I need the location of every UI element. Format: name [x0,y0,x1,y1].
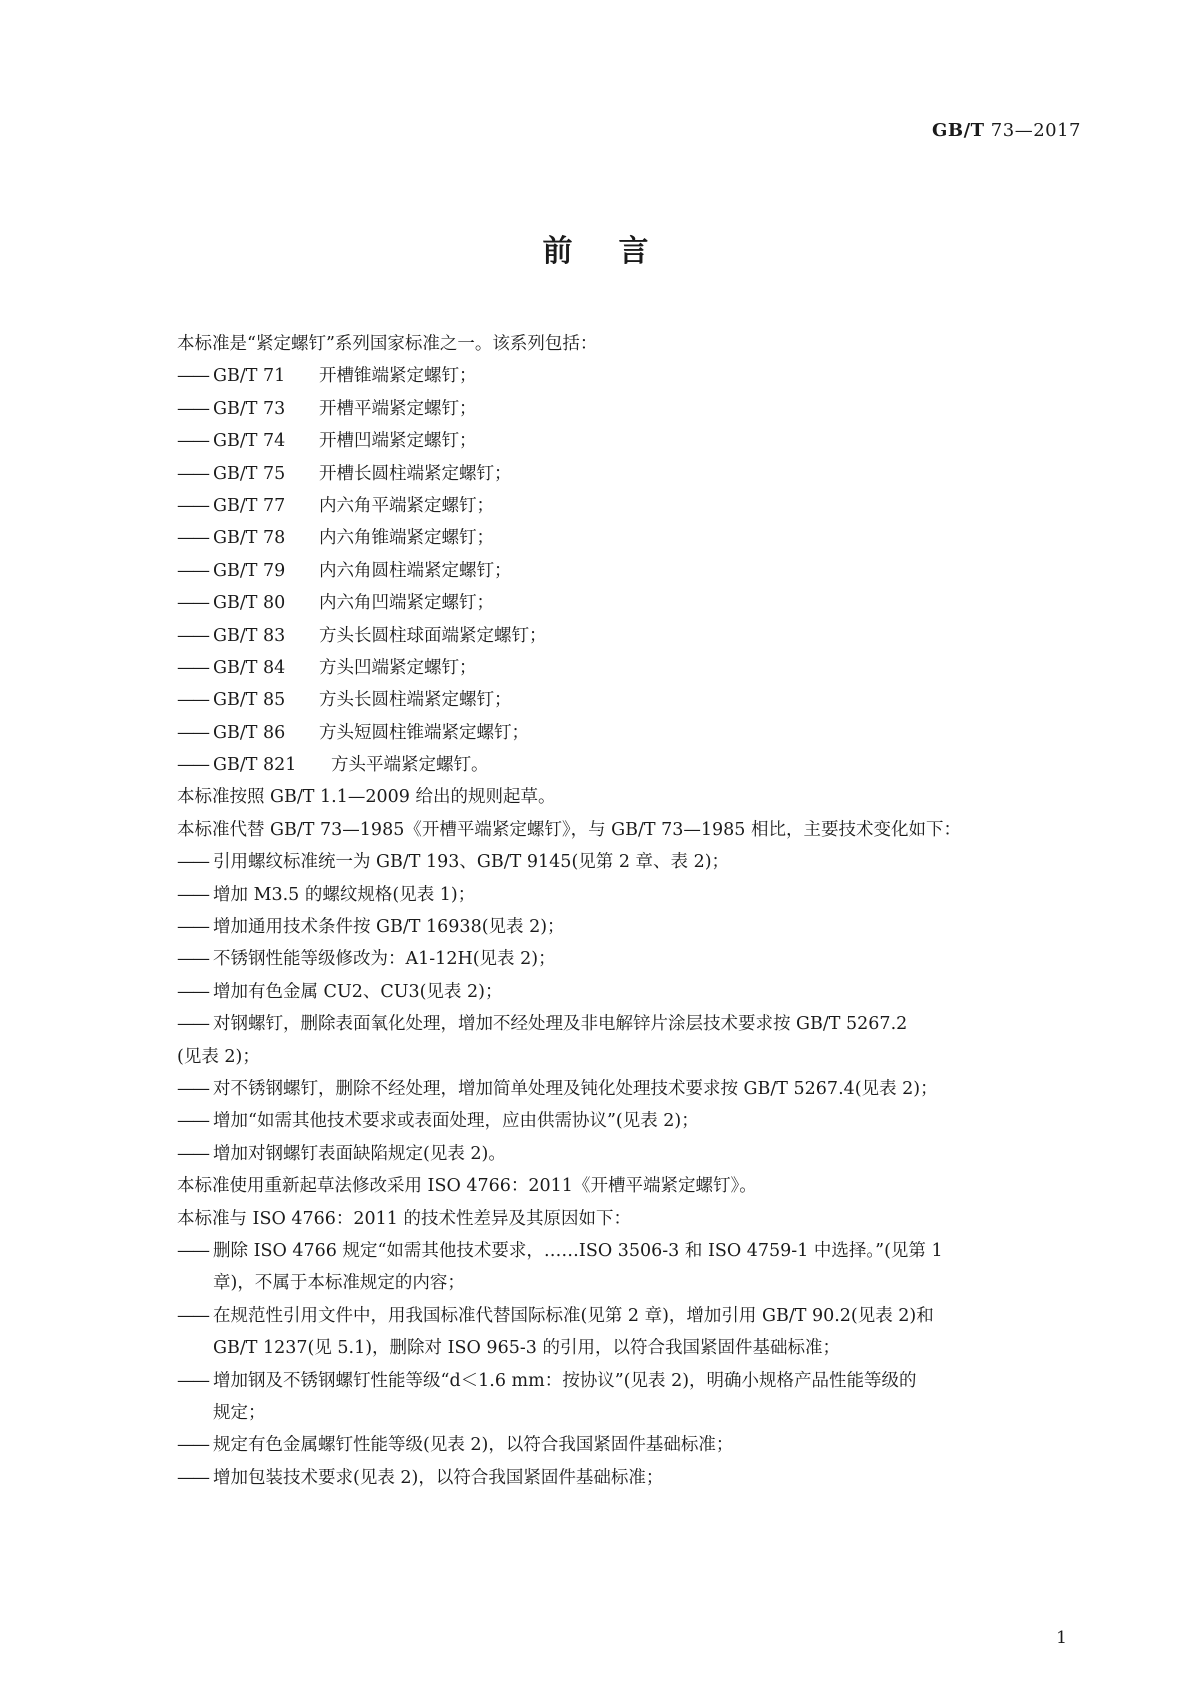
series-item [177,749,1077,781]
change-item [177,943,1077,975]
difference-item [177,1365,1077,1430]
change-text: 对钢螺钉，删除表面氧化处理，增加不经处理及非电解锌片涂层技术要求按 GB/T 5267.2 [213,1014,908,1035]
difference-text-continued: GB/T 1237(见 5.1)，删除对 ISO 965-3 的引用，以符合我国紧固件基础标准； [213,1338,840,1359]
change-item [177,1138,1077,1170]
dash-mark: —— [177,949,208,970]
dash-mark: —— [177,722,208,743]
change-text: 增加“如需其他技术要求或表面处理，应由供需协议”(见表 2)； [213,1111,699,1132]
standard-name: 内六角平端紧定螺钉； [319,495,494,516]
series-item [177,717,1077,749]
changes-list [177,846,1077,1008]
change-steel-item [177,1008,1077,1073]
standard-name: 内六角圆柱端紧定螺钉； [319,560,512,581]
difference-line [177,1300,1077,1332]
intro-paragraph: 本标准是“紧定螺钉”系列国家标准之一。该系列包括： [177,334,598,354]
dash-mark: —— [177,1370,208,1391]
series-item [177,684,1077,716]
dash-mark: —— [177,917,208,938]
standard-code-header [932,120,1081,141]
dash-mark: —— [177,1240,208,1261]
iso-adoption-paragraph: 本标准使用重新起草法修改采用 ISO 4766：2011《开槽平端紧定螺钉》。 [177,1176,757,1197]
standard-name: 内六角凹端紧定螺钉； [319,593,494,614]
drafting-rule-paragraph: 本标准按照 GB/T 1.1—2009 给出的规则起草。 [177,787,556,808]
dash-mark: —— [177,755,208,776]
series-list [177,360,1077,781]
difference-text: 在规范性引用文件中，用我国标准代替国际标准(见第 2 章)，增加引用 GB/T 90.2(见表 2)和 [213,1305,934,1326]
standard-name: 方头长圆柱球面端紧定螺钉； [319,625,547,646]
difference-item [177,1235,1077,1300]
series-item [177,425,1077,457]
change-item [177,1073,1077,1105]
difference-text-continued: 规定； [213,1402,266,1423]
difference-item [177,1429,1077,1461]
dash-mark: —— [177,431,208,452]
page-number: 1 [1056,1628,1067,1648]
dash-mark: —— [177,1014,208,1035]
standard-code: GB/T 73 [213,398,286,419]
difference-text-continued: 章)，不属于本标准规定的内容； [213,1273,465,1294]
standard-name: 开槽平端紧定螺钉； [319,398,477,419]
change-item [177,911,1077,943]
difference-line [177,1365,1077,1397]
replaces-paragraph: 本标准代替 GB/T 73—1985《开槽平端紧定螺钉》，与 GB/T 73—1985 相比，主要技术变化如下： [177,819,961,840]
series-item [177,522,1077,554]
change-text: 增加有色金属 CU2、CU3(见表 2)； [213,981,503,1002]
series-item [177,360,1077,392]
changes-list-2 [177,1073,1077,1170]
standard-code: GB/T 83 [213,625,286,646]
difference-text: 增加包装技术要求(见表 2)，以符合我国紧固件基础标准； [213,1467,664,1488]
dash-mark: —— [177,1305,208,1326]
dash-mark: —— [177,398,208,419]
standard-name: 方头短圆柱锥端紧定螺钉； [319,722,529,743]
dash-mark: —— [177,593,208,614]
standard-code: GB/T 85 [213,690,286,711]
change-item [177,879,1077,911]
series-item [177,620,1077,652]
standard-code: GB/T 75 [213,463,286,484]
standard-code: GB/T 74 [213,431,286,452]
dash-mark: —— [177,1467,208,1488]
change-text: 增加通用技术条件按 GB/T 16938(见表 2)； [213,917,565,938]
dash-mark: —— [177,1143,208,1164]
standard-name: 开槽长圆柱端紧定螺钉； [319,463,512,484]
difference-text: 规定有色金属螺钉性能等级(见表 2)，以符合我国紧固件基础标准； [213,1435,734,1456]
change-text: 对不锈钢螺钉，删除不经处理，增加简单处理及钝化处理技术要求按 GB/T 5267.4(见表 2)； [213,1078,938,1099]
change-item [177,846,1077,878]
standard-code-prefix: GB/T [932,120,985,141]
series-item [177,587,1077,619]
change-text: 增加 M3.5 的螺纹规格(见表 1)； [213,884,476,905]
standard-name: 内六角锥端紧定螺钉； [319,528,494,549]
difference-line [177,1429,1077,1461]
difference-item [177,1300,1077,1365]
dash-mark: —— [177,690,208,711]
dash-mark: —— [177,981,208,1002]
dash-mark: —— [177,560,208,581]
standard-name: 开槽锥端紧定螺钉； [319,366,477,387]
dash-mark: —— [177,884,208,905]
change-text: 引用螺纹标准统一为 GB/T 193、GB/T 9145(见第 2 章、表 2)； [213,852,730,873]
change-text-continued: (见表 2)； [177,1046,260,1067]
series-item [177,458,1077,490]
change-text: 增加对钢螺钉表面缺陷规定(见表 2)。 [213,1143,506,1164]
standard-code: GB/T 86 [213,722,286,743]
difference-line [177,1462,1077,1494]
series-item [177,555,1077,587]
foreword-body [177,328,1077,1494]
change-text: 不锈钢性能等级修改为：A1-12H(见表 2)； [213,949,556,970]
standard-name: 方头平端紧定螺钉。 [331,755,489,776]
standard-code: GB/T 80 [213,593,286,614]
standard-name: 开槽凹端紧定螺钉； [319,431,477,452]
series-item [177,490,1077,522]
difference-line [177,1235,1077,1267]
dash-mark: —— [177,657,208,678]
dash-mark: —— [177,625,208,646]
standard-code-number: 73—2017 [984,120,1081,141]
standard-name: 方头凹端紧定螺钉； [319,657,477,678]
difference-text: 增加钢及不锈钢螺钉性能等级“d＜1.6 mm：按协议”(见表 2)，明确小规格产品性能等级的 [213,1370,917,1391]
dash-mark: —— [177,495,208,516]
difference-item [177,1462,1077,1494]
dash-mark: —— [177,463,208,484]
standard-name: 方头长圆柱端紧定螺钉； [319,690,512,711]
dash-mark: —— [177,1435,208,1456]
page-title: 前言 [542,234,695,269]
dash-mark: —— [177,1111,208,1132]
change-item [177,1105,1077,1137]
difference-text: 删除 ISO 4766 规定“如需其他技术要求，……ISO 3506-3 和 ISO 4759-1 中选择。”(见第 1 [213,1240,943,1261]
standard-code: GB/T 84 [213,657,286,678]
differences-list [177,1235,1077,1494]
dash-mark: —— [177,1078,208,1099]
iso-difference-paragraph: 本标准与 ISO 4766：2011 的技术性差异及其原因如下： [177,1208,632,1229]
series-item [177,393,1077,425]
dash-mark: —— [177,366,208,387]
dash-mark: —— [177,852,208,873]
series-item [177,652,1077,684]
standard-code: GB/T 821 [213,755,297,776]
standard-code: GB/T 79 [213,560,286,581]
change-item [177,976,1077,1008]
standard-code: GB/T 77 [213,495,286,516]
dash-mark: —— [177,528,208,549]
standard-code: GB/T 78 [213,528,286,549]
standard-code: GB/T 71 [213,366,286,387]
